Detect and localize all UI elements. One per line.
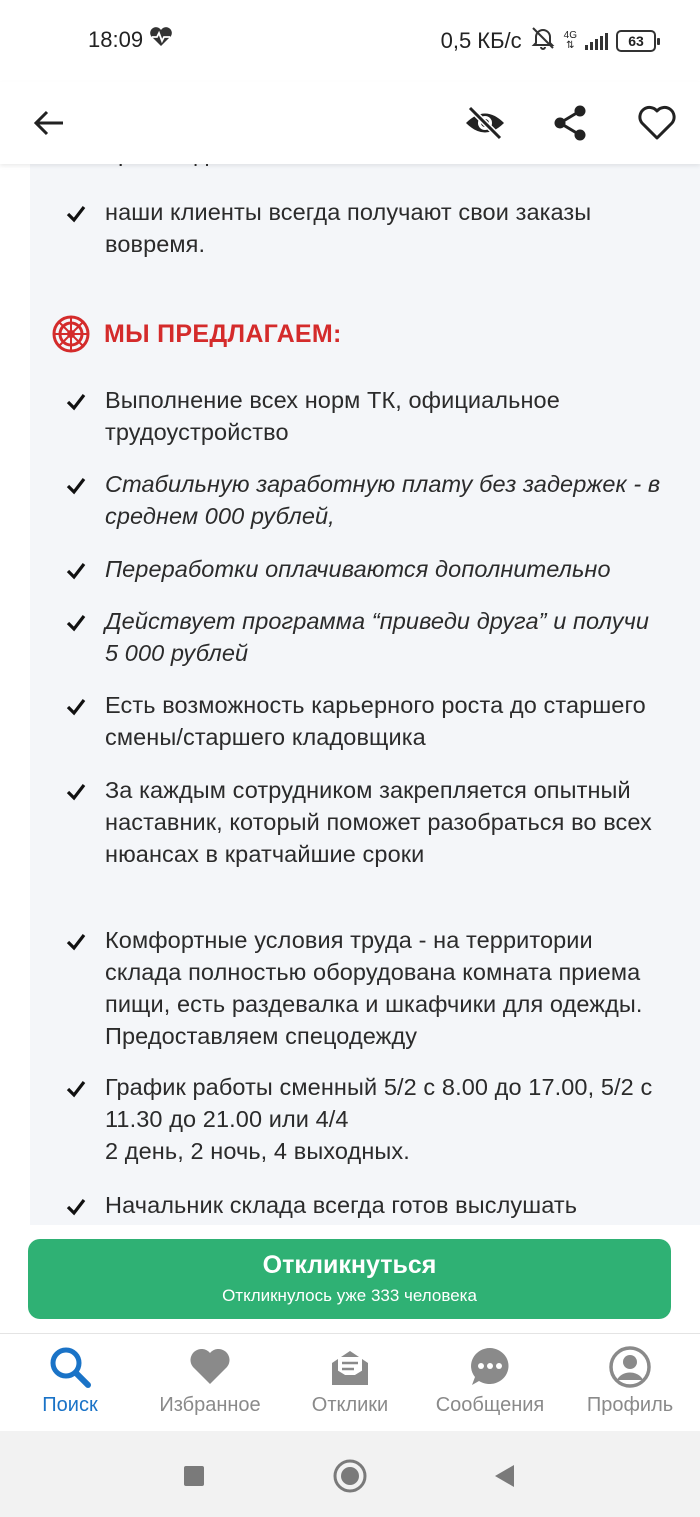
list-item-text: Переработки оплачиваются дополнительно bbox=[105, 556, 611, 582]
tab-responses[interactable] bbox=[280, 1344, 420, 1428]
check-icon bbox=[66, 613, 86, 633]
network-speed: 0,5 КБ/с bbox=[440, 28, 522, 53]
tab-messages[interactable] bbox=[420, 1344, 560, 1428]
list-item-text: За каждым сотрудником закрепляется опытный наставник, который поможет разобраться во всех нюансах в кратчайшие сроки bbox=[105, 777, 652, 867]
check-icon bbox=[66, 204, 86, 224]
status-indicators bbox=[441, 26, 656, 56]
list-item-text: Стабильную заработную плату без задержек - в среднем 000 рублей, bbox=[105, 471, 661, 529]
vacancy-description bbox=[30, 130, 700, 1225]
home-circle-icon[interactable] bbox=[333, 1459, 367, 1493]
tab-profile[interactable] bbox=[560, 1344, 700, 1428]
tab-label: Сообщения bbox=[435, 1394, 545, 1416]
list-item-text: Комфортные условия труда - на территории склада полностью оборудована комната приема пищи, есть раздевалка и шкафчики для одежды. Предоставляем спецодежду bbox=[105, 927, 643, 1049]
section-header bbox=[52, 315, 342, 353]
heart-icon bbox=[140, 1344, 280, 1390]
section-title: МЫ ПРЕДЛАГАЕМ: bbox=[104, 319, 342, 348]
bottom-tab-bar bbox=[0, 1333, 700, 1431]
status-bar bbox=[0, 0, 700, 82]
list-item-text: наши клиенты всегда получают свои заказы вовремя. bbox=[105, 199, 592, 257]
list-item-text: Начальник склада всегда готов выслушать bbox=[105, 1192, 578, 1218]
network-type-text: 4G bbox=[563, 30, 577, 41]
status-time bbox=[88, 27, 173, 53]
system-nav-bar bbox=[0, 1431, 700, 1517]
respond-button-label: Откликнуться bbox=[262, 1251, 437, 1279]
check-icon bbox=[66, 476, 86, 496]
respond-button[interactable] bbox=[28, 1239, 671, 1319]
list-item-text: Есть возможность карьерного роста до старшего смены/старшего кладовщика bbox=[105, 692, 646, 750]
app-bar bbox=[0, 82, 700, 164]
list-item-text: Выполнение всех норм ТК, официальное трудоустройство bbox=[105, 387, 560, 445]
tab-favorites[interactable] bbox=[140, 1344, 280, 1428]
cta-area bbox=[0, 1225, 700, 1333]
check-icon bbox=[66, 561, 86, 581]
recents-square-icon[interactable] bbox=[177, 1459, 211, 1493]
tab-label: Избранное bbox=[159, 1394, 261, 1416]
chat-bubble-icon bbox=[420, 1344, 560, 1390]
time-text: 18:09 bbox=[88, 27, 144, 52]
battery-level: 63 bbox=[628, 33, 644, 49]
list-item-text: График работы сменный 5/2 с 8.00 до 17.00, 5/2 с 11.30 до 21.00 или 4/4 2 день, 2 ночь, 4 выходных. bbox=[105, 1074, 653, 1164]
check-icon bbox=[66, 1197, 86, 1217]
check-icon bbox=[66, 782, 86, 802]
list-item-text: Действует программа “приведи друга” и получи 5 000 рублей bbox=[105, 608, 650, 666]
offer-wheel-icon bbox=[52, 315, 90, 353]
battery-icon bbox=[616, 30, 656, 52]
alarm-off-icon bbox=[530, 25, 556, 57]
back-arrow-icon[interactable] bbox=[22, 96, 76, 150]
tab-label: Отклики bbox=[311, 1394, 389, 1416]
share-icon[interactable] bbox=[543, 96, 597, 150]
check-icon bbox=[66, 392, 86, 412]
profile-icon bbox=[560, 1344, 700, 1390]
search-icon bbox=[0, 1344, 140, 1390]
tab-label: Профиль bbox=[586, 1394, 674, 1416]
back-triangle-icon[interactable] bbox=[487, 1459, 521, 1493]
heart-outline-icon[interactable] bbox=[630, 96, 684, 150]
check-icon bbox=[66, 1079, 86, 1099]
heart-rate-icon bbox=[149, 27, 173, 53]
check-icon bbox=[66, 697, 86, 717]
network-type: 4G ⇅ bbox=[563, 30, 577, 51]
tab-search[interactable] bbox=[0, 1344, 140, 1428]
hide-eye-icon[interactable] bbox=[458, 96, 512, 150]
check-icon bbox=[66, 932, 86, 952]
tab-label: Поиск bbox=[42, 1394, 98, 1416]
responses-envelope-icon bbox=[280, 1344, 420, 1390]
respond-count-label: Откликнулось уже 333 человека bbox=[222, 1286, 477, 1305]
signal-icon bbox=[585, 32, 608, 50]
